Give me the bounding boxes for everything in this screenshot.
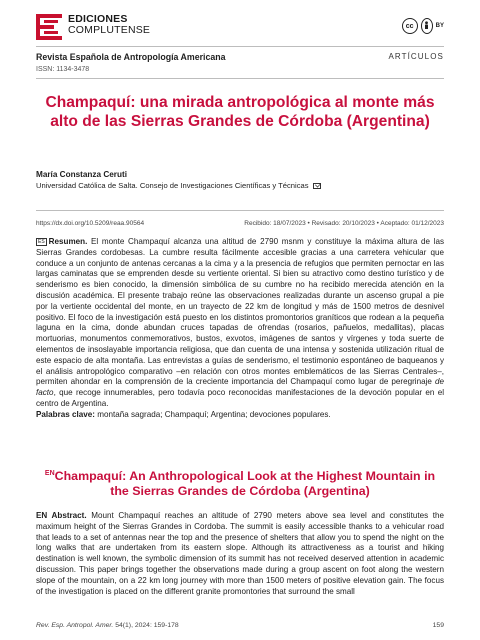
publisher-name-line2: COMPLUTENSE [68, 24, 151, 36]
article-title-en-text: Champaquí: An Anthropological Look at the Highest Mountain in the Sierras Grandes de Córdoba (Argentina) [54, 469, 436, 498]
abstract-en-label: EN Abstract. [36, 511, 87, 520]
publisher-logo-mark [36, 14, 62, 40]
publisher-logo [36, 14, 150, 40]
section-label: ARTÍCULOS [388, 52, 444, 61]
abstract-en-body [36, 511, 444, 597]
author-divider [36, 210, 444, 211]
abstract-spanish [36, 237, 444, 421]
by-attribution-icon [421, 18, 433, 34]
journal-issn: ISSN: 1134-3478 [36, 66, 90, 73]
keywords-es-label: Palabras clave: [36, 409, 95, 419]
footer-citation [36, 622, 179, 629]
license-type: BY [435, 23, 444, 29]
page-header [36, 14, 444, 46]
cc-license-badge[interactable] [402, 18, 444, 34]
article-title: Champaquí: una mirada antropológica al monte más alto de las Sierras Grandes de Córdoba (Argentina) [45, 94, 435, 130]
lang-en-marker: EN [44, 470, 55, 477]
footer-volume: 54(1), 2024: 159-178 [113, 622, 179, 629]
affiliation-text: Universidad Católica de Salta. Consejo de Investigaciones Científicas y Técnicas [36, 181, 309, 190]
publisher-name-line1: EDICIONES [68, 13, 128, 25]
publication-dates: Recibido: 18/07/2023 • Revisado: 20/10/2023 • Aceptado: 01/12/2023 [244, 220, 444, 227]
page-number: 159 [432, 622, 444, 629]
publication-info [36, 220, 444, 227]
abstract-es-text-end: , que recoge innumerables, pero todavía poco reconocidas manifestaciones de la devoción popular en el centro de Argentina. [36, 388, 444, 408]
keywords-es [36, 410, 444, 421]
journal-divider [36, 78, 444, 79]
abstract-es-body [36, 237, 444, 410]
page-footer [36, 622, 444, 629]
article-title-english [40, 466, 440, 499]
abstract-es-label: Resumen. [48, 237, 88, 246]
journal-name: Revista Española de Antropología Americana [36, 52, 226, 62]
abstract-english [36, 511, 444, 597]
doi-link[interactable]: https://dx.doi.org/10.5209/reaa.90564 [36, 220, 145, 227]
lang-es-icon: ES [38, 239, 45, 245]
keywords-es-text: montaña sagrada; Champaquí; Argentina; devociones populares. [97, 409, 331, 419]
header-divider [36, 46, 444, 47]
author-name: María Constanza Ceruti [36, 170, 127, 179]
author-affiliation [36, 181, 321, 190]
abstract-en-text: Mount Champaquí reaches an altitude of 2790 meters above sea level and constitutes the maximum height of the Sierras Grandes in Cordoba. The summit is easily accessible thanks to a vehicular road that leads to a set of antennas near the top and the presence of shelters that allow you to spend the night on the long walks that are undertaken from its eastern slope. Although its attractiveness as a tourist and hiking destination is well known, the symbolic dimension of its summit has not received deserved attention in academic discussion. This paper brings together the observations made during a group ascent on foot along the western slope of the mountain, on a 22 km long journey with more than 1500 meters of positive elevation gain. The focus of the investigation is placed on the different granite promontories that surround the small [36, 511, 445, 596]
footer-journal-abbrev: Rev. Esp. Antropol. Amer. [36, 622, 114, 629]
abstract-es-italic: de facto [36, 377, 445, 398]
abstract-es-text: El monte Champaquí alcanza una altitud de 2790 msnm y constituye la máxima altura de las Sierras Grandes cordobesas. La cumbre resulta fácilmente accesible gracias a una carretera vehicular que conduce a un conjunto de antenas cercanas a la cima y a la presencia de refugios que permiten pernoctar en las largas caminatas que se emprenden desde su vertiente oriental. Si bien su atractivo como destino turístico y de senderismo es bien conocido, la dimensión simbólica de su cumbre no ha recibido merecida atención en la discusión académica. El presente trabajo reúne las observaciones realizadas durante un ascenso grupal a pie por la vertiente occidental del monte, en un trayecto de 22 km de longitud y más de 1500 metros de desnivel positivo. El foco de la investigación está puesto en los distintos promontorios graníticos que rodean a la pequeña laguna en la cima, donde abundan cruces tapadas de ofrendas (rosarios, pañuelos, medallitas), placas mortuorias, monumentos conmemorativos, bustos, exvotos, imágenes de santos y vírgenes y toda suerte de elementos de insoslayable importancia religiosa, que dan cuenta de una intensa y sostenida utilización ritual de este espacio de alta montaña. Las entrevistas a guías de senderismo, el testimonio espontáneo de baqueanos y el análisis antropológico comparativo –en relación con otros montes emblemáticos de las Sierras Centrales–, permiten ahondar en la comprensión de la creciente importancia del Champaquí como lugar de peregrinaje [36, 237, 444, 387]
email-icon[interactable] [313, 183, 321, 189]
cc-icon: cc [402, 18, 418, 34]
